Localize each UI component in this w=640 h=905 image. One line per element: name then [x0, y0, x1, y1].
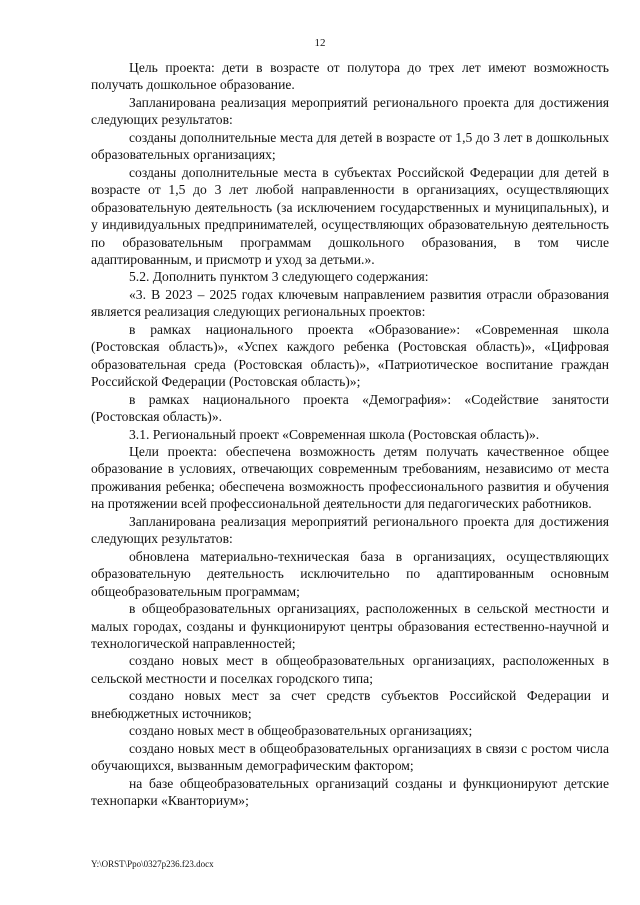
paragraph-result-additional-places: созданы дополнительные места в субъектах Российской Федерации для детей в возрасте от 1,5 до 3 лет любой направленности в организациях, осуществляющих образовательную деятельность (за исключением государственных и муниципальных), и у индивидуальных предпринимателей, осуществляющих образовательную деятельность по образовательным программам дошкольного образования, в том числе адаптированным, и присмотр и уход за детьми.».: [91, 164, 609, 267]
paragraph-result-rural-centers: в общеобразовательных организациях, расположенных в сельской местности и малых городах, созданы и функционируют центры образования естественно-научной и технологической направленностей;: [91, 601, 609, 651]
paragraph-planned-measures: Запланирована реализация мероприятий регионального проекта для достижения следующих результатов:: [91, 94, 609, 128]
paragraph-amendment-5-2: 5.2. Дополнить пунктом 3 следующего содержания:: [129, 269, 429, 285]
footer-file-path: Y:\ORST\Ppo\0327p236.f23.docx: [91, 859, 214, 869]
document-body: [91, 59, 609, 809]
paragraph-result-kvantorium: на базе общеобразовательных организаций созданы и функционируют детские технопарки «Кванториум»;: [91, 775, 609, 809]
paragraph-national-project-demography: в рамках национального проекта «Демография»: «Содействие занятости (Ростовская область)».: [91, 391, 609, 425]
paragraph-result-rural-places: создано новых мест в общеобразовательных организациях, расположенных в сельской местности и поселках городского типа;: [91, 653, 609, 686]
paragraph-planned-measures-2: Запланирована реализация мероприятий регионального проекта для достижения следующих результатов:: [91, 513, 609, 547]
paragraph-project-goal: Цель проекта: дети в возрасте от полутора до трех лет имеют возможность получать дошкольное образование.: [91, 60, 609, 93]
paragraph-clause-3: «3. В 2023 – 2025 годах ключевым направлением развития отрасли образования является реализация следующих региональных проектов:: [91, 286, 609, 320]
page-number: 12: [314, 37, 326, 49]
paragraph-section-3-1: 3.1. Региональный проект «Современная школа (Ростовская область)».: [129, 426, 540, 442]
paragraph-result-new-places: создано новых мест в общеобразовательных организациях;: [129, 723, 473, 739]
paragraph-project-goals: Цели проекта: обеспечена возможность детям получать качественное общее образование в условиях, отвечающих современным требованиям, независимо от места проживания ребенка; обеспечена возможность профессионального развития и обучения на протяжении всей профессиональной деятельности для педагогических работников.: [91, 443, 609, 512]
paragraph-result-demographic-places: создано новых мест в общеобразовательных организациях в связи с ростом числа обучающихся, вызванным демографическим фактором;: [91, 740, 609, 774]
paragraph-result-material-base: обновлена материально-техническая база в организациях, осуществляющих образовательную деятельность исключительно по адаптированным основным общеобразовательным программам;: [91, 548, 609, 599]
paragraph-result-funded-places: создано новых мест за счет средств субъектов Российской Федерации и внебюджетных источников;: [91, 688, 609, 721]
paragraph-result-preschool-places: созданы дополнительные места для детей в возрасте от 1,5 до 3 лет в дошкольных образовательных организациях;: [91, 129, 609, 163]
paragraph-national-project-education: в рамках национального проекта «Образование»: «Современная школа (Ростовская область)», «Успех каждого ребенка (Ростовская область)», «Цифровая образовательная среда (Ростовская область)», «Патриотическое воспитание граждан Российской Федерации (Ростовская область)»;: [91, 321, 609, 390]
